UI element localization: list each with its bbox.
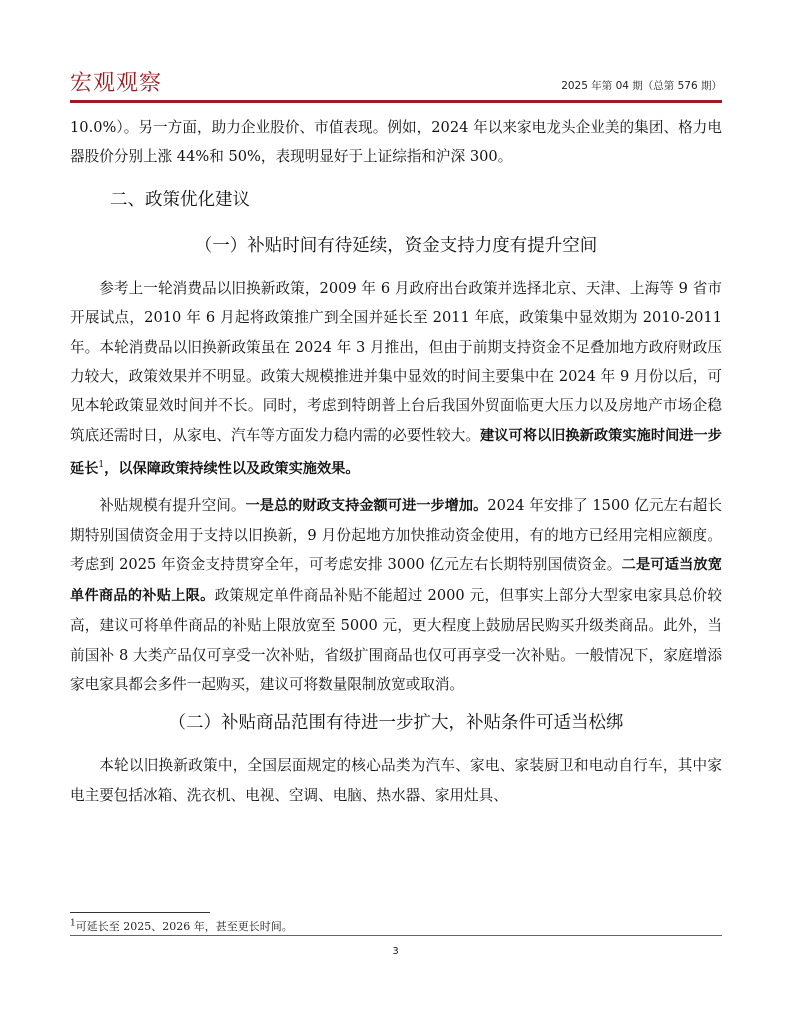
footnote-text: 可延长至 2025、2026 年，甚至更长时间。 <box>75 920 293 933</box>
bold-recommendation: 建议可将以旧换新政策实施时间进一步延长 <box>70 427 722 478</box>
footer-rule <box>70 935 722 936</box>
paragraph-text: 政策规定单件商品补贴不能超过 2000 元，但事实上部分大型家电家具总价较高，建议可将单件商品的补贴上限放宽至 5000 元，更大程度上鼓励居民购买升级类商品。此外，当前国补 8 大类产品仅可享受一次补贴，省级扩围商品也仅可再享受一次补贴。一般情况下，家庭增添家电家具都会多件一起购买，建议可将数量限制放宽或取消。 <box>70 586 722 693</box>
bold-point-one: 一是总的财政支持金额可进一步增加。 <box>245 497 488 514</box>
issue-number: 2025 年第 04 期（总第 576 期） <box>561 80 722 92</box>
paragraph-text: 补贴规模有提升空间。 <box>99 496 246 514</box>
footnote-marker: 1 <box>70 918 76 929</box>
body-content <box>70 113 722 816</box>
page-header <box>70 66 722 96</box>
paragraph-subsidy-scale <box>70 491 722 700</box>
paragraph-subsidy-time <box>70 274 722 485</box>
footnote <box>70 918 293 934</box>
paragraph-continuation: 10.0%）。另一方面，助力企业股价、市值表现。例如，2024 年以来家电龙头企业美的集团、格力电器股价分别上涨 44%和 50%，表现明显好于上证综指和沪深 300。 <box>70 119 722 166</box>
subsection-heading-2: （二）补贴商品范围有待进一步扩大，补贴条件可适当松绑 <box>168 713 624 734</box>
paragraph-product-scope: 本轮以旧换新政策中，全国层面规定的核心品类为汽车、家电、家装厨卫和电动自行车，其中家电主要包括冰箱、洗衣机、电视、空调、电脑、热水器、家用灶具、 <box>70 757 722 804</box>
header-rule <box>70 100 722 103</box>
footnote-divider <box>70 912 210 913</box>
section-heading: 二、政策优化建议 <box>110 189 250 210</box>
bold-point-two: 二是可适当放宽单件商品的补贴上限。 <box>70 557 722 604</box>
paragraph-text: 参考上一轮消费品以旧换新政策，2009 年 6 月政府出台政策并选择北京、天津、上海等 9 省市开展试点，2010 年 6 月起将政策推广到全国并延长至 2011 年底，政策集中显效期为 2010-2011 年。本轮消费品以旧换新政策虽在 2024 年 3 月推出，但由于前期支持资金不足叠加地方政府财政压力较大，政策效果并不明显。政策大规模推进并集中显效的时间主要集中在 2024 年 9 月份以后，可见本轮政策显效时间并不长。同时，考虑到特朗普上台后我国外贸面临更大压力以及房地产市场企稳筑底还需时日，从家电、汽车等方面发力稳内需的必要性较大。 <box>70 279 722 444</box>
page-number: 3 <box>392 946 399 957</box>
bold-recommendation-end: ，以保障政策持续性以及政策实施效果。 <box>104 461 360 478</box>
publication-title: 宏观观察 <box>70 71 163 96</box>
subsection-heading-1: （一）补贴时间有待延续，资金支持力度有提升空间 <box>194 235 598 256</box>
footnote-ref[interactable]: 1 <box>98 460 105 471</box>
paragraph-text: 2024 年安排了 1500 亿元左右超长期特别国债资金用于支持以旧换新，9 月份起地方加快推动资金使用，有的地方已经用完相应额度。考虑到 2025 年资金支持贯穿全年，可考虑安排 3000 亿元左右长期特别国债资金。 <box>70 496 722 574</box>
